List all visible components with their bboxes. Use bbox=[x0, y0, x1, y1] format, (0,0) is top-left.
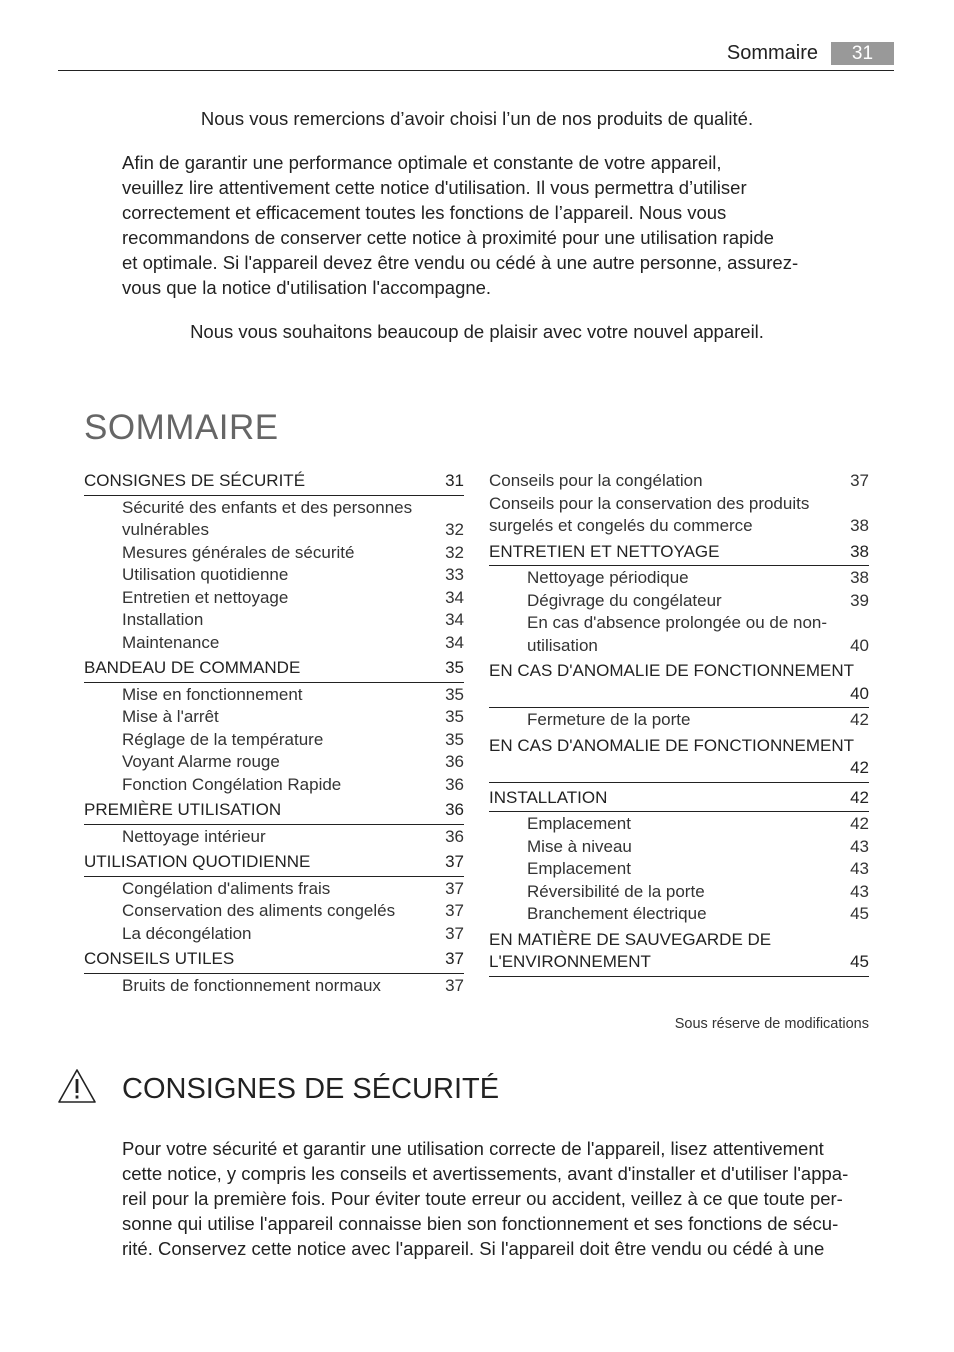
toc-entry[interactable] bbox=[84, 975, 464, 998]
toc-entry-continuation[interactable] bbox=[84, 519, 464, 542]
toc-entry[interactable] bbox=[489, 881, 869, 904]
toc-section-spacer bbox=[489, 978, 869, 981]
toc-section-page: 37 bbox=[445, 852, 464, 871]
toc-entry-page: 35 bbox=[445, 684, 464, 704]
toc-entry-page: 38 bbox=[850, 516, 869, 535]
toc-section-page: 45 bbox=[850, 952, 869, 971]
toc-entry[interactable] bbox=[84, 684, 464, 707]
toc-section-page: 31 bbox=[445, 471, 464, 490]
toc-entry-page: 43 bbox=[850, 836, 869, 856]
toc-section bbox=[489, 541, 869, 661]
toc-entry-page: 37 bbox=[445, 975, 464, 995]
toc-entry-page: 37 bbox=[445, 901, 464, 920]
safety-line: reil pour la première fois. Pour éviter toute erreur ou accident, veillez à ce que toute per- bbox=[122, 1188, 843, 1209]
toc-entry[interactable] bbox=[84, 878, 464, 901]
toc-section-title: CONSEILS UTILES bbox=[84, 949, 235, 968]
toc-section-heading[interactable] bbox=[84, 799, 464, 825]
toc-section-page: 37 bbox=[445, 949, 464, 968]
toc-section-heading[interactable] bbox=[489, 660, 869, 708]
toc-entry[interactable] bbox=[84, 751, 464, 774]
toc-entry-page: 39 bbox=[850, 590, 869, 610]
toc-section bbox=[489, 660, 869, 735]
toc-entry-label-continued: utilisation bbox=[527, 635, 598, 655]
toc-right-column bbox=[489, 470, 869, 981]
toc-entry-label: Maintenance bbox=[122, 632, 220, 652]
toc-section-title: BANDEAU DE COMMANDE bbox=[84, 658, 301, 677]
safety-line: rité. Conservez cette notice avec l'appareil. Si l'appareil doit être vendu ou cédé à une bbox=[122, 1238, 825, 1259]
toc-section-heading[interactable] bbox=[84, 948, 464, 974]
toc-section-page: 38 bbox=[850, 541, 869, 561]
toc-entry-label: Sécurité des enfants et des personnes bbox=[122, 497, 413, 517]
toc-section bbox=[489, 929, 869, 981]
footnote: Sous réserve de modifications bbox=[674, 1016, 869, 1032]
toc-entry-label: Fonction Congélation Rapide bbox=[122, 774, 342, 794]
toc-entry-label: Nettoyage périodique bbox=[527, 568, 689, 587]
toc-entry-label: La décongélation bbox=[122, 923, 252, 943]
toc-section bbox=[489, 787, 869, 929]
warning-triangle-icon bbox=[57, 1068, 97, 1104]
toc-entry-page: 35 bbox=[445, 729, 464, 749]
toc-entry[interactable] bbox=[489, 567, 869, 590]
toc-entry[interactable] bbox=[489, 858, 869, 881]
toc-entry-page: 42 bbox=[850, 814, 869, 833]
toc-entry-page: 45 bbox=[850, 904, 869, 923]
toc-entry-label: Bruits de fonctionnement normaux bbox=[122, 975, 381, 995]
toc-section-heading[interactable] bbox=[489, 541, 869, 567]
toc-section-title: EN CAS D'ANOMALIE DE FONCTIONNEMENT bbox=[489, 735, 855, 755]
toc-entry-continuation[interactable] bbox=[451, 515, 869, 538]
toc-section-heading[interactable] bbox=[84, 470, 464, 496]
toc-entry[interactable] bbox=[84, 729, 464, 752]
intro-wish: Nous vous souhaitons beaucoup de plaisir avec votre nouvel appareil. bbox=[190, 321, 764, 342]
toc-entry-page: 40 bbox=[850, 635, 869, 655]
toc-entry-page: 34 bbox=[445, 587, 464, 607]
safety-line: cette notice, y compris les conseils et avertissements, avant d'installer et d'utiliser l'appa- bbox=[122, 1163, 849, 1184]
toc-entry[interactable] bbox=[489, 612, 869, 635]
toc-section bbox=[84, 657, 464, 799]
toc-entry[interactable] bbox=[489, 903, 869, 926]
toc-section bbox=[84, 470, 464, 657]
toc-entry-page: 36 bbox=[445, 774, 464, 794]
toc-entry-label: Mise en fonctionnement bbox=[122, 684, 303, 704]
toc-section-title: ENTRETIEN ET NETTOYAGE bbox=[489, 541, 720, 561]
toc-entry[interactable] bbox=[451, 493, 869, 516]
toc-section-heading[interactable] bbox=[84, 851, 464, 877]
toc-section bbox=[84, 799, 464, 851]
toc-entry[interactable] bbox=[84, 632, 464, 655]
toc-entry-label: En cas d'absence prolongée ou de non- bbox=[527, 613, 828, 632]
running-header-title: Sommaire bbox=[726, 42, 818, 64]
toc-section-title: CONSIGNES DE SÉCURITÉ bbox=[84, 471, 306, 490]
intro-line: correctement et efficacement toutes les fonctions de l’appareil. Nous vous bbox=[122, 202, 727, 223]
toc-entry-label: Installation bbox=[122, 610, 204, 629]
toc-entry[interactable] bbox=[489, 590, 869, 613]
toc-entry[interactable] bbox=[84, 923, 464, 946]
toc-entry-page: 37 bbox=[445, 878, 464, 898]
toc-entry-label-continued: vulnérables bbox=[122, 520, 209, 539]
toc-section-page: 42 bbox=[850, 787, 869, 807]
intro-line: veuillez lire attentivement cette notice d'utilisation. Il vous permettra d’utiliser bbox=[122, 177, 747, 198]
toc-entry[interactable] bbox=[84, 564, 464, 587]
toc-entry-label: Branchement électrique bbox=[527, 904, 707, 923]
toc-entry-page: 38 bbox=[850, 568, 869, 587]
toc-entry-page: 37 bbox=[445, 923, 464, 943]
safety-line: Pour votre sécurité et garantir une utilisation correcte de l'appareil, lisez attentivement bbox=[122, 1138, 824, 1159]
toc-entry-page: 34 bbox=[445, 610, 464, 629]
toc-section-title-line bbox=[489, 929, 869, 952]
toc-entry[interactable] bbox=[451, 470, 869, 493]
toc-continued-entries bbox=[451, 470, 869, 541]
toc-entry[interactable] bbox=[489, 709, 869, 732]
toc-entry-label: Réglage de la température bbox=[122, 729, 324, 749]
toc-section-heading[interactable] bbox=[489, 951, 869, 977]
toc-entry[interactable] bbox=[84, 609, 464, 632]
toc-entry-label: Conservation des aliments congelés bbox=[122, 901, 396, 920]
toc-entry[interactable] bbox=[489, 836, 869, 859]
toc-entry-label: Congélation d'aliments frais bbox=[122, 878, 331, 898]
header-rule bbox=[58, 70, 894, 71]
toc-entry[interactable] bbox=[84, 706, 464, 729]
toc-section-heading[interactable] bbox=[489, 735, 869, 783]
toc-entry-page: 35 bbox=[445, 707, 464, 726]
toc-section bbox=[84, 851, 464, 948]
toc-entry[interactable] bbox=[84, 774, 464, 797]
toc-section-title-continued: L'ENVIRONNEMENT bbox=[489, 952, 651, 971]
toc-entry-label-continued: surgelés et congelés du commerce bbox=[489, 516, 753, 535]
toc-entry[interactable] bbox=[84, 542, 464, 565]
toc-entry-label: Dégivrage du congélateur bbox=[527, 590, 722, 610]
safety-line: sonne qui utilise l'appareil connaisse bien son fonctionnement et ses fonctions de sécu- bbox=[122, 1213, 839, 1234]
toc-section-title: EN CAS D'ANOMALIE DE FONCTIONNEMENT bbox=[489, 661, 855, 680]
toc-entry-label: Conseils pour la congélation bbox=[489, 471, 703, 490]
toc-entry-label: Mise à niveau bbox=[527, 836, 632, 856]
toc-section-heading[interactable] bbox=[84, 657, 464, 683]
intro-line: vous que la notice d'utilisation l'accompagne. bbox=[122, 277, 492, 298]
toc-entry-page: 32 bbox=[445, 520, 464, 539]
intro-line: Afin de garantir une performance optimale et constante de votre appareil, bbox=[122, 152, 722, 173]
toc-section-heading[interactable] bbox=[489, 787, 869, 813]
toc-entry-label: Emplacement bbox=[527, 859, 631, 878]
toc-title: SOMMAIRE bbox=[84, 408, 279, 447]
toc-section bbox=[489, 735, 869, 787]
intro-thanks: Nous vous remercions d’avoir choisi l’un de nos produits de qualité. bbox=[200, 108, 754, 129]
safety-section-title: CONSIGNES DE SÉCURITÉ bbox=[122, 1073, 500, 1105]
safety-paragraph bbox=[122, 1136, 894, 1261]
intro-paragraph bbox=[122, 150, 862, 300]
toc-entry-page: 43 bbox=[850, 859, 869, 878]
toc-entry-label: Voyant Alarme rouge bbox=[122, 752, 280, 771]
toc-entry-label: Fermeture de la porte bbox=[527, 710, 691, 729]
toc-section-title: UTILISATION QUOTIDIENNE bbox=[84, 852, 311, 871]
toc-entry-label: Conseils pour la conservation des produits bbox=[489, 493, 810, 513]
toc-section-title: EN MATIÈRE DE SAUVEGARDE DE bbox=[489, 929, 772, 949]
toc-entry[interactable] bbox=[84, 900, 464, 923]
toc-entry-label: Réversibilité de la porte bbox=[527, 881, 705, 901]
toc-section-page: 42 bbox=[850, 758, 869, 777]
toc-entry-continuation[interactable] bbox=[489, 635, 869, 658]
toc-entry[interactable] bbox=[84, 826, 464, 849]
toc-entry-page: 32 bbox=[445, 542, 464, 562]
intro-line: et optimale. Si l'appareil devez être vendu ou cédé à une autre personne, assurez- bbox=[122, 252, 799, 273]
toc-section-title: PREMIÈRE UTILISATION bbox=[84, 800, 282, 819]
toc-entry-label: Emplacement bbox=[527, 814, 631, 833]
toc-section-page: 35 bbox=[445, 658, 464, 677]
toc-entry-page: 37 bbox=[850, 471, 869, 490]
toc-section-page: 40 bbox=[850, 683, 869, 703]
toc-entry-label: Mesures générales de sécurité bbox=[122, 542, 355, 562]
intro-line: recommandons de conserver cette notice à proximité pour une utilisation rapide bbox=[122, 227, 774, 248]
toc-entry-label: Mise à l'arrêt bbox=[122, 707, 219, 726]
toc-entry-page: 36 bbox=[445, 826, 464, 846]
toc-entry[interactable] bbox=[84, 587, 464, 610]
toc-entry-page: 36 bbox=[445, 752, 464, 771]
toc-entry-page: 43 bbox=[850, 881, 869, 901]
toc-section-page: 36 bbox=[445, 800, 464, 819]
toc-section-title: INSTALLATION bbox=[489, 787, 608, 807]
toc-entry-page: 33 bbox=[445, 565, 464, 584]
toc-left-column bbox=[84, 470, 464, 1000]
toc-entry-label: Utilisation quotidienne bbox=[122, 565, 289, 584]
page-number-badge: 31 bbox=[831, 42, 894, 65]
toc-entry-label: Entretien et nettoyage bbox=[122, 587, 289, 607]
toc-entry[interactable] bbox=[489, 813, 869, 836]
toc-entry-page: 42 bbox=[850, 710, 869, 729]
toc-section bbox=[84, 948, 464, 1000]
toc-entry-page: 34 bbox=[445, 632, 464, 652]
toc-section-spacer bbox=[84, 997, 464, 1000]
toc-entry-label: Nettoyage intérieur bbox=[122, 826, 266, 846]
toc-entry[interactable] bbox=[84, 497, 464, 520]
